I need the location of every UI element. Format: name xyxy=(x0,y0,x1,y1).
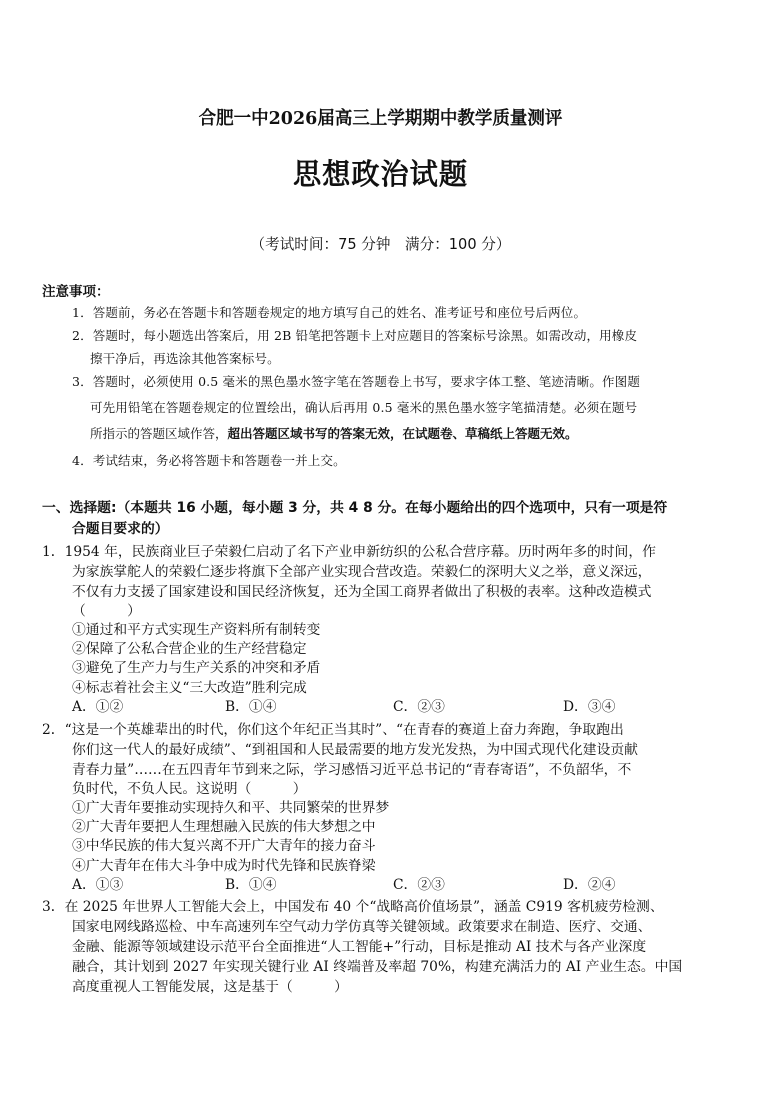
q1-item-1: ①通过和平方式实现生产资料所有制转变 xyxy=(72,622,321,638)
q2-option-c: C．②③ xyxy=(393,877,445,893)
q1-item-3: ③避免了生产力与生产关系的冲突和矛盾 xyxy=(72,660,321,676)
q1-stem-line-3: 不仅有力支援了国家建设和国民经济恢复，还为全国工商界者做出了积极的表率。这种改造模式 xyxy=(72,584,652,600)
q2-option-a: A．①③ xyxy=(72,877,124,893)
notice-item-1: 1．答题前，务必在答题卡和答题卷规定的地方填写自己的姓名、准考证号和座位号后两位。 xyxy=(72,305,587,320)
q1-option-b: B．①④ xyxy=(225,699,277,715)
q2-stem-line-4: 负时代，不负人民。这说明（ ） xyxy=(72,781,307,797)
q2-stem-line-3: 青春力量”……在五四青年节到来之际，学习感悟习近平总书记的“青春寄语”，不负韶华，不 xyxy=(72,762,632,778)
notice-item-2: 2．答题时，每小题选出答案后，用 2B 铅笔把答题卡上对应题目的答案标号涂黑。如需改动，用橡皮 xyxy=(72,328,638,343)
notice-item-3-cont: 可先用铅笔在答题卷规定的位置绘出，确认后再用 0.5 毫米的黑色墨水签字笔描清楚。必须在题号 xyxy=(90,400,638,415)
q1-option-d: D．③④ xyxy=(563,699,616,715)
q1-item-4: ④标志着社会主义“三大改造”胜利完成 xyxy=(72,680,307,696)
notice-item-3: 3．答题时，必须使用 0.5 毫米的黑色墨水签字笔在答题卷上书写，要求字体工整、笔迹清晰。作图题 xyxy=(72,374,640,389)
q3-stem-line-3: 金融、能源等领域建设示范平台全面推进“人工智能+”行动，目标是推动 AI 技术与各产业深度 xyxy=(72,939,647,955)
q2-stem-line-2: 你们这一代人的最好成绩”、“到祖国和人民最需要的地方发光发热，为中国式现代化建设贡献 xyxy=(72,742,638,758)
section-heading: 一、选择题:（本题共 16 小题，每小题 3 分，共 4 8 分。在每小题给出的四个选项中，只有一项是符 xyxy=(42,500,668,516)
q3-stem-line-4: 融合，其计划到 2027 年实现关键行业 AI 终端普及率超 70%，构建充满活力的 AI 产业生态。中国 xyxy=(72,959,683,975)
notice-item-2-cont: 擦干净后，再选涂其他答案标号。 xyxy=(90,351,280,366)
section-heading-cont: 合题目要求的） xyxy=(72,521,169,537)
notice-item-4: 4．考试结束，务必将答题卡和答题卷一并上交。 xyxy=(72,453,346,468)
q1-stem-line-2: 为家族掌舵人的荣毅仁逐步将旗下全部产业实现合营改造。荣毅仁的深明大义之举，意义深远， xyxy=(72,564,652,580)
q2-stem-line-1: 2．“这是一个英雄辈出的时代，你们这个年纪正当其时”、“在青春的赛道上奋力奔跑，争取跑出 xyxy=(42,722,624,738)
q2-item-3: ③中华民族的伟大复兴离不开广大青年的接力奋斗 xyxy=(72,838,376,854)
notice-item-3-tail: 所指示的答题区域作答， xyxy=(90,426,228,441)
notice-emphasis: 超出答题区域书写的答案无效，在试题卷、草稿纸上答题无效。 xyxy=(227,426,578,441)
q2-item-1: ①广大青年要推动实现持久和平、共同繁荣的世界梦 xyxy=(72,800,390,816)
q2-option-b: B．①④ xyxy=(225,877,277,893)
notice-item-3-last xyxy=(90,424,578,442)
q2-option-d: D．②④ xyxy=(563,877,616,893)
q3-stem-line-1: 3．在 2025 年世界人工智能大会上，中国发布 40 个“战略高价值场景”，涵盖 C919 客机疲劳检测、 xyxy=(42,899,664,915)
exam-time-info: （考试时间：75 分钟 满分：100 分） xyxy=(250,235,511,253)
q1-stem-line-1: 1．1954 年，民族商业巨子荣毅仁启动了名下产业申新纺织的公私合营序幕。历时两年多的时间，作 xyxy=(42,544,656,560)
q2-item-4: ④广大青年在伟大斗争中成为时代先锋和民族脊梁 xyxy=(72,858,376,874)
q3-stem-line-2: 国家电网线路巡检、中车高速列车空气动力学仿真等关键领域。政策要求在制造、医疗、交通、 xyxy=(72,919,652,935)
q3-stem-line-5: 高度重视人工智能发展，这是基于（ ） xyxy=(72,979,348,995)
subject-title: 思想政治试题 xyxy=(292,157,469,191)
notice-title: 注意事项： xyxy=(42,284,110,300)
q1-item-2: ②保障了公私合营企业的生产经营稳定 xyxy=(72,641,307,657)
q1-option-a: A．①② xyxy=(72,699,124,715)
q1-answer-blank: （ ） xyxy=(72,603,141,619)
q1-option-c: C．②③ xyxy=(393,699,445,715)
exam-name: 合肥一中2026届高三上学期期中教学质量测评 xyxy=(198,108,563,129)
q2-item-2: ②广大青年要把人生理想融入民族的伟大梦想之中 xyxy=(72,819,376,835)
